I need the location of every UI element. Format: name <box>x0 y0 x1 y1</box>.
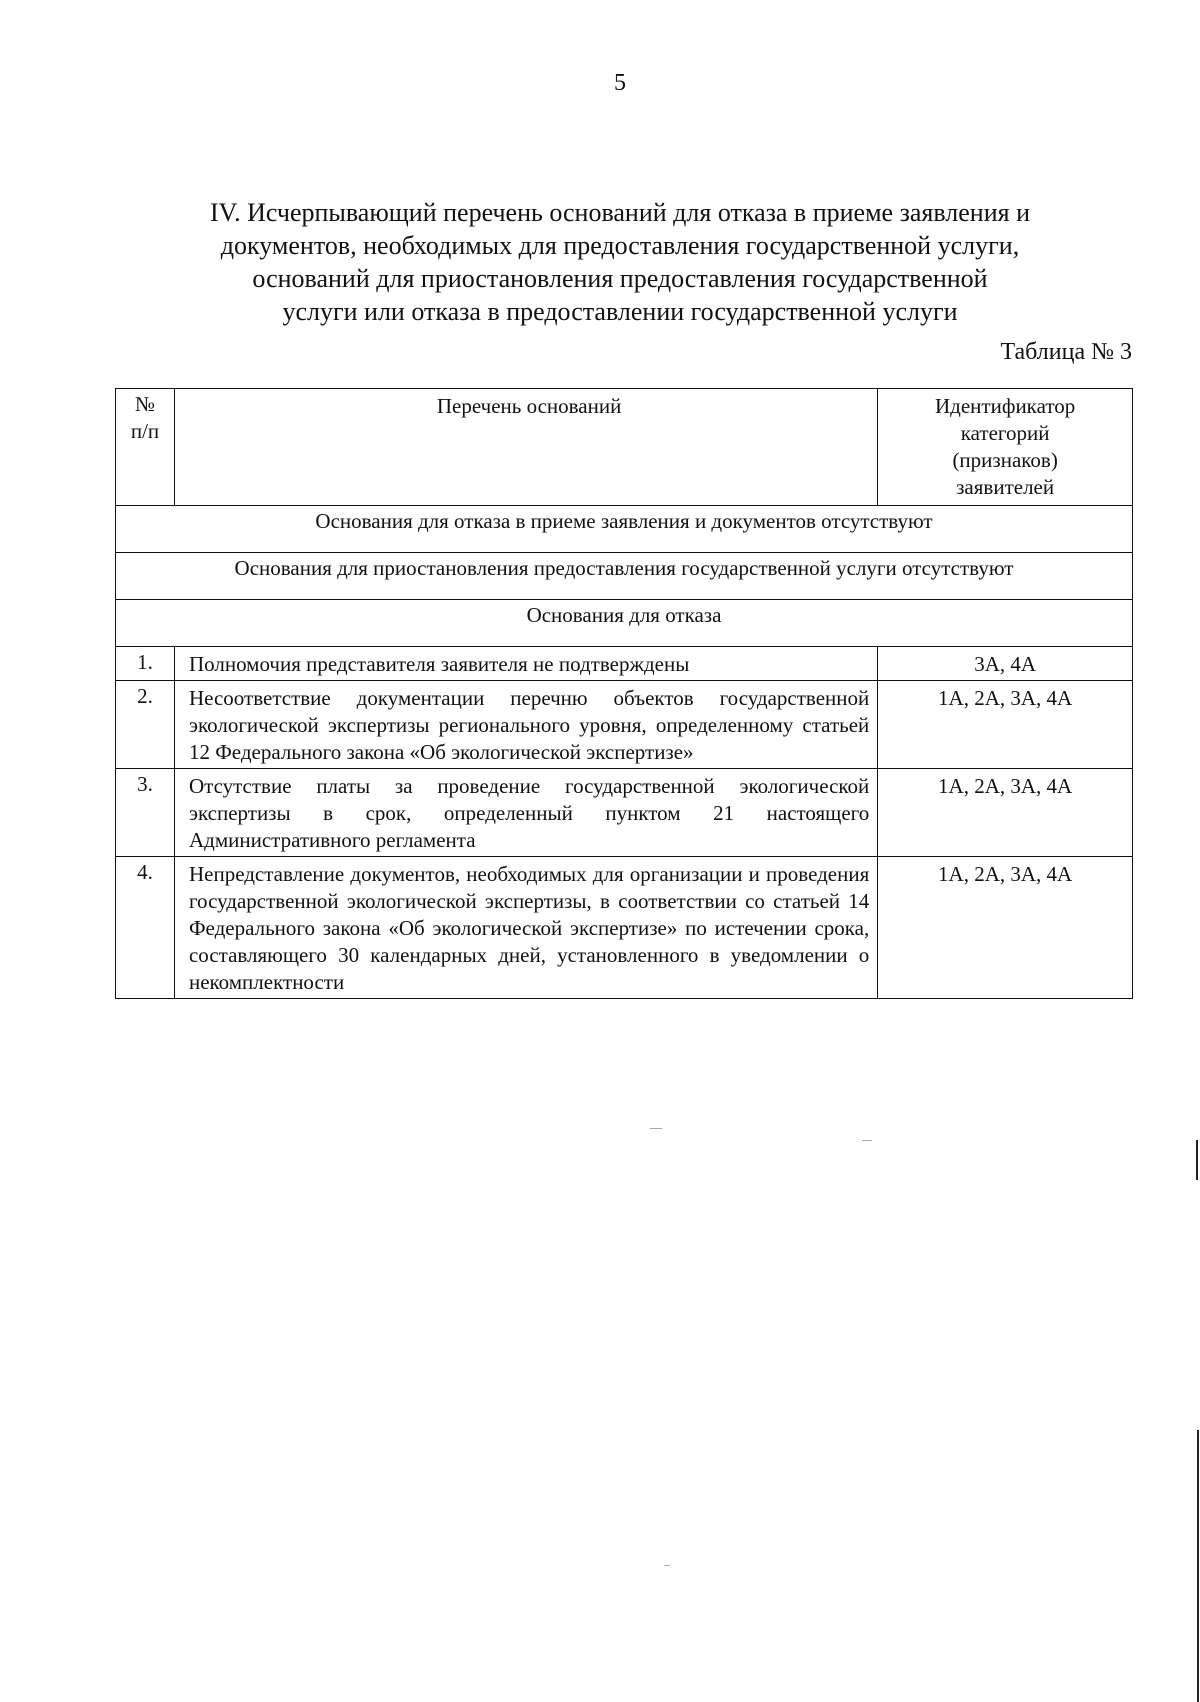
row-text: Непредставление документов, необходимых для организации и проведения государственной экологической экспертизы, в соответствии со статьей 14 Федерального закона «Об экологической экспертизе» по истечении срока, составляющего 30 календарных дней, установленного в уведомлении о некомплектности <box>174 857 877 999</box>
table-row <box>116 647 1133 681</box>
scan-speck <box>862 1140 872 1141</box>
section-reception: Основания для отказа в приеме заявления и документов отсутствуют <box>116 506 1133 553</box>
row-identifier: 1А, 2А, 3А, 4А <box>878 769 1133 857</box>
table-row <box>116 681 1133 769</box>
header-number <box>116 389 175 506</box>
header-identifier-line: Идентификатор <box>935 394 1076 418</box>
row-number: 3. <box>116 769 175 857</box>
section-suspension: Основания для приостановления предоставления государственной услуги отсутствуют <box>116 553 1133 600</box>
header-identifier-line: категорий <box>960 421 1050 445</box>
row-identifier: 1А, 2А, 3А, 4А <box>878 857 1133 999</box>
section-refusal: Основания для отказа <box>116 600 1133 647</box>
scan-edge-line <box>1197 1430 1199 1702</box>
header-number-line: п/п <box>130 419 160 443</box>
row-text: Полномочия представителя заявителя не подтверждены <box>174 647 877 681</box>
section-row-suspension <box>116 553 1133 600</box>
row-number: 4. <box>116 857 175 999</box>
section-row-refusal <box>116 600 1133 647</box>
row-number: 1. <box>116 647 175 681</box>
table-row <box>116 769 1133 857</box>
heading-line: оснований для приостановления предоставления государственной <box>252 264 988 293</box>
section-heading <box>140 196 1100 328</box>
row-number: 2. <box>116 681 175 769</box>
page-number: 5 <box>614 70 626 96</box>
grounds-table <box>115 388 1133 999</box>
header-identifier <box>878 389 1133 506</box>
scan-speck <box>664 1565 670 1566</box>
row-identifier: 1А, 2А, 3А, 4А <box>878 681 1133 769</box>
scan-speck <box>650 1128 662 1129</box>
header-identifier-line: (признаков) <box>952 448 1058 472</box>
header-grounds: Перечень оснований <box>174 389 877 506</box>
heading-line: IV. Исчерпывающий перечень оснований для отказа в приеме заявления и <box>209 198 1030 227</box>
row-text: Отсутствие платы за проведение государственной экологической экспертизы в срок, определенный пунктом 21 настоящего Административного регламента <box>174 769 877 857</box>
section-row-reception <box>116 506 1133 553</box>
table-row <box>116 857 1133 999</box>
heading-line: услуги или отказа в предоставлении государственной услуги <box>282 297 958 326</box>
row-text: Несоответствие документации перечню объектов государственной экологической экспертизы регионального уровня, определенному статьей 12 Федерального закона «Об экологической экспертизе» <box>174 681 877 769</box>
row-identifier: 3А, 4А <box>878 647 1133 681</box>
scan-edge-mark <box>1196 1140 1198 1180</box>
table-caption: Таблица № 3 <box>1000 339 1132 365</box>
header-number-line: № <box>134 392 155 416</box>
header-identifier-line: заявителей <box>956 475 1055 499</box>
table-header-row <box>116 389 1133 506</box>
heading-line: документов, необходимых для предоставления государственной услуги, <box>220 231 1020 260</box>
